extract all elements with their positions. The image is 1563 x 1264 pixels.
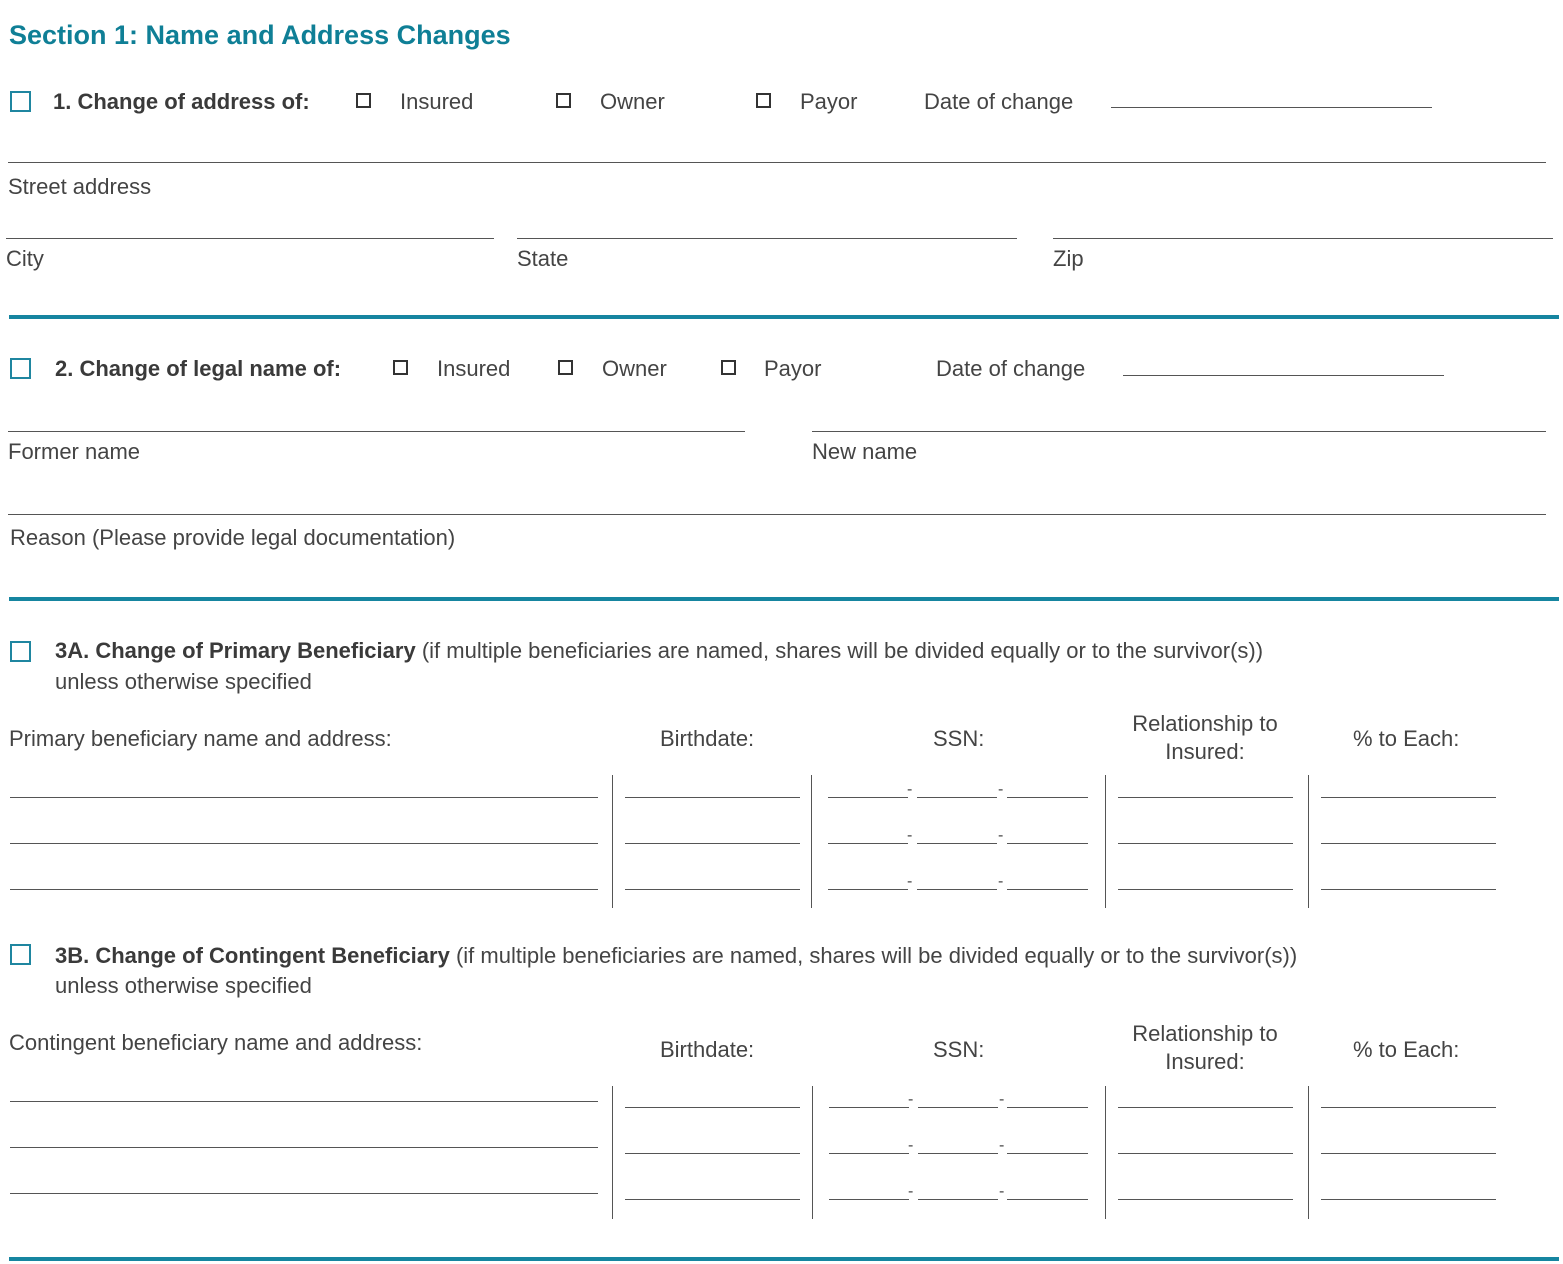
contingent-ssn-part-1[interactable] [829,1107,909,1108]
primary-ssn-part-3[interactable] [1007,843,1088,844]
primary-pct-header: % to Each: [1353,726,1460,751]
contingent-relationship-line-2: Insured: [1165,1049,1245,1074]
contingent-birthdate-header: Birthdate: [660,1037,755,1062]
address-owner-checkbox[interactable] [556,93,571,108]
change-of-address-checkbox[interactable] [10,91,31,112]
primary-beneficiary-checkbox[interactable] [10,641,31,662]
primary-ssn-part-3[interactable] [1007,889,1088,890]
state-label: State [517,246,569,271]
section-divider [9,1257,1559,1261]
address-insured-label: Insured [400,89,474,114]
contingent-birthdate-field[interactable] [625,1199,800,1200]
column-divider [1308,775,1309,908]
contingent-name-field[interactable] [10,1193,598,1194]
ssn-separator: - [999,1183,1005,1200]
contingent-beneficiary-note-2: unless otherwise specified [55,973,312,998]
contingent-beneficiary-note: (if multiple beneficiaries are named, shares will be divided equally or to the survivor(s)) [455,943,1298,968]
section-divider [9,597,1559,601]
primary-ssn-part-2[interactable] [917,797,997,798]
primary-beneficiary-heading [55,638,1263,664]
column-divider [1105,775,1106,908]
primary-relationship-field[interactable] [1118,843,1293,844]
former-name-label: Former name [8,439,141,464]
section-title: Section 1: Name and Address Changes [9,20,511,50]
name-payor-label: Payor [764,356,822,381]
contingent-ssn-part-1[interactable] [829,1199,909,1200]
primary-name-header: Primary beneficiary name and address: [9,726,392,751]
section-divider [9,315,1559,319]
name-owner-label: Owner [602,356,667,381]
address-insured-checkbox[interactable] [356,93,371,108]
zip-label: Zip [1053,246,1084,271]
contingent-ssn-part-3[interactable] [1007,1107,1088,1108]
reason-label: Reason (Please provide legal documentation) [10,525,456,550]
address-owner-label: Owner [600,89,665,114]
city-field[interactable] [6,238,494,239]
primary-ssn-part-1[interactable] [828,889,908,890]
ssn-separator: - [908,1183,914,1200]
primary-beneficiary-note: (if multiple beneficiaries are named, shares will be divided equally or to the survivor(s)) [421,638,1264,663]
primary-relationship-line-2: Insured: [1165,739,1245,764]
primary-ssn-header: SSN: [933,726,985,751]
column-divider [812,1086,813,1219]
ssn-separator: - [907,873,913,890]
new-name-label: New name [812,439,918,464]
contingent-ssn-part-3[interactable] [1007,1199,1088,1200]
street-address-label: Street address [8,174,152,199]
name-insured-label: Insured [437,356,511,381]
primary-name-field[interactable] [10,889,598,890]
contingent-relationship-field[interactable] [1118,1199,1293,1200]
contingent-name-header: Contingent beneficiary name and address: [9,1030,423,1055]
primary-ssn-part-2[interactable] [917,843,997,844]
reason-field[interactable] [8,514,1546,515]
contingent-ssn-part-1[interactable] [829,1153,909,1154]
primary-birthdate-field[interactable] [625,843,800,844]
name-owner-checkbox[interactable] [558,360,573,375]
contingent-pct-header: % to Each: [1353,1037,1460,1062]
name-insured-checkbox[interactable] [393,360,408,375]
change-of-legal-name-checkbox[interactable] [10,358,31,379]
ssn-separator: - [907,781,913,798]
contingent-relationship-field[interactable] [1118,1153,1293,1154]
column-divider [612,775,613,908]
address-date-of-change-field[interactable] [1111,107,1432,108]
primary-birthdate-header: Birthdate: [660,726,755,751]
primary-beneficiary-label: 3A. Change of Primary Beneficiary [55,638,416,663]
ssn-separator: - [908,1137,914,1154]
contingent-pct-field[interactable] [1321,1199,1496,1200]
contingent-ssn-part-2[interactable] [918,1107,998,1108]
primary-relationship-field[interactable] [1118,797,1293,798]
street-address-field[interactable] [8,162,1546,163]
primary-relationship-line-1: Relationship to [1132,711,1278,736]
primary-ssn-part-3[interactable] [1007,797,1088,798]
contingent-name-field[interactable] [10,1101,598,1102]
ssn-separator: - [998,781,1004,798]
contingent-birthdate-field[interactable] [625,1153,800,1154]
primary-name-field[interactable] [10,797,598,798]
change-of-address-label: 1. Change of address of: [53,89,310,114]
ssn-separator: - [908,1091,914,1108]
primary-birthdate-field[interactable] [625,797,800,798]
primary-name-field[interactable] [10,843,598,844]
contingent-relationship-header [1105,1020,1305,1076]
column-divider [1105,1086,1106,1219]
address-payor-label: Payor [800,89,858,114]
zip-field[interactable] [1053,238,1553,239]
ssn-separator: - [999,1091,1005,1108]
primary-pct-field[interactable] [1321,843,1496,844]
primary-pct-field[interactable] [1321,889,1496,890]
ssn-separator: - [998,873,1004,890]
primary-birthdate-field[interactable] [625,889,800,890]
contingent-birthdate-field[interactable] [625,1107,800,1108]
primary-pct-field[interactable] [1321,797,1496,798]
address-payor-checkbox[interactable] [756,93,771,108]
contingent-relationship-field[interactable] [1118,1107,1293,1108]
state-field[interactable] [517,238,1017,239]
address-date-of-change-label: Date of change [924,89,1074,114]
contingent-pct-field[interactable] [1321,1153,1496,1154]
column-divider [612,1086,613,1219]
contingent-relationship-line-1: Relationship to [1132,1021,1278,1046]
contingent-ssn-header: SSN: [933,1037,985,1062]
contingent-beneficiary-label: 3B. Change of Contingent Beneficiary [55,943,450,968]
primary-relationship-field[interactable] [1118,889,1293,890]
primary-beneficiary-note-2: unless otherwise specified [55,669,312,694]
contingent-ssn-part-2[interactable] [918,1153,998,1154]
column-divider [811,775,812,908]
primary-ssn-part-2[interactable] [917,889,997,890]
contingent-name-field[interactable] [10,1147,598,1148]
contingent-beneficiary-checkbox[interactable] [10,944,31,965]
column-divider [1308,1086,1309,1219]
contingent-ssn-part-3[interactable] [1007,1153,1088,1154]
change-of-legal-name-label: 2. Change of legal name of: [55,356,342,381]
primary-ssn-part-1[interactable] [828,797,908,798]
name-payor-checkbox[interactable] [721,360,736,375]
primary-relationship-header [1105,710,1305,766]
ssn-separator: - [998,827,1004,844]
new-name-field[interactable] [812,431,1546,432]
name-date-of-change-field[interactable] [1123,375,1444,376]
ssn-separator: - [907,827,913,844]
contingent-beneficiary-heading [55,943,1297,969]
name-date-of-change-label: Date of change [936,356,1086,381]
city-label: City [6,246,44,271]
contingent-pct-field[interactable] [1321,1107,1496,1108]
ssn-separator: - [999,1137,1005,1154]
primary-ssn-part-1[interactable] [828,843,908,844]
contingent-ssn-part-2[interactable] [918,1199,998,1200]
former-name-field[interactable] [8,431,745,432]
